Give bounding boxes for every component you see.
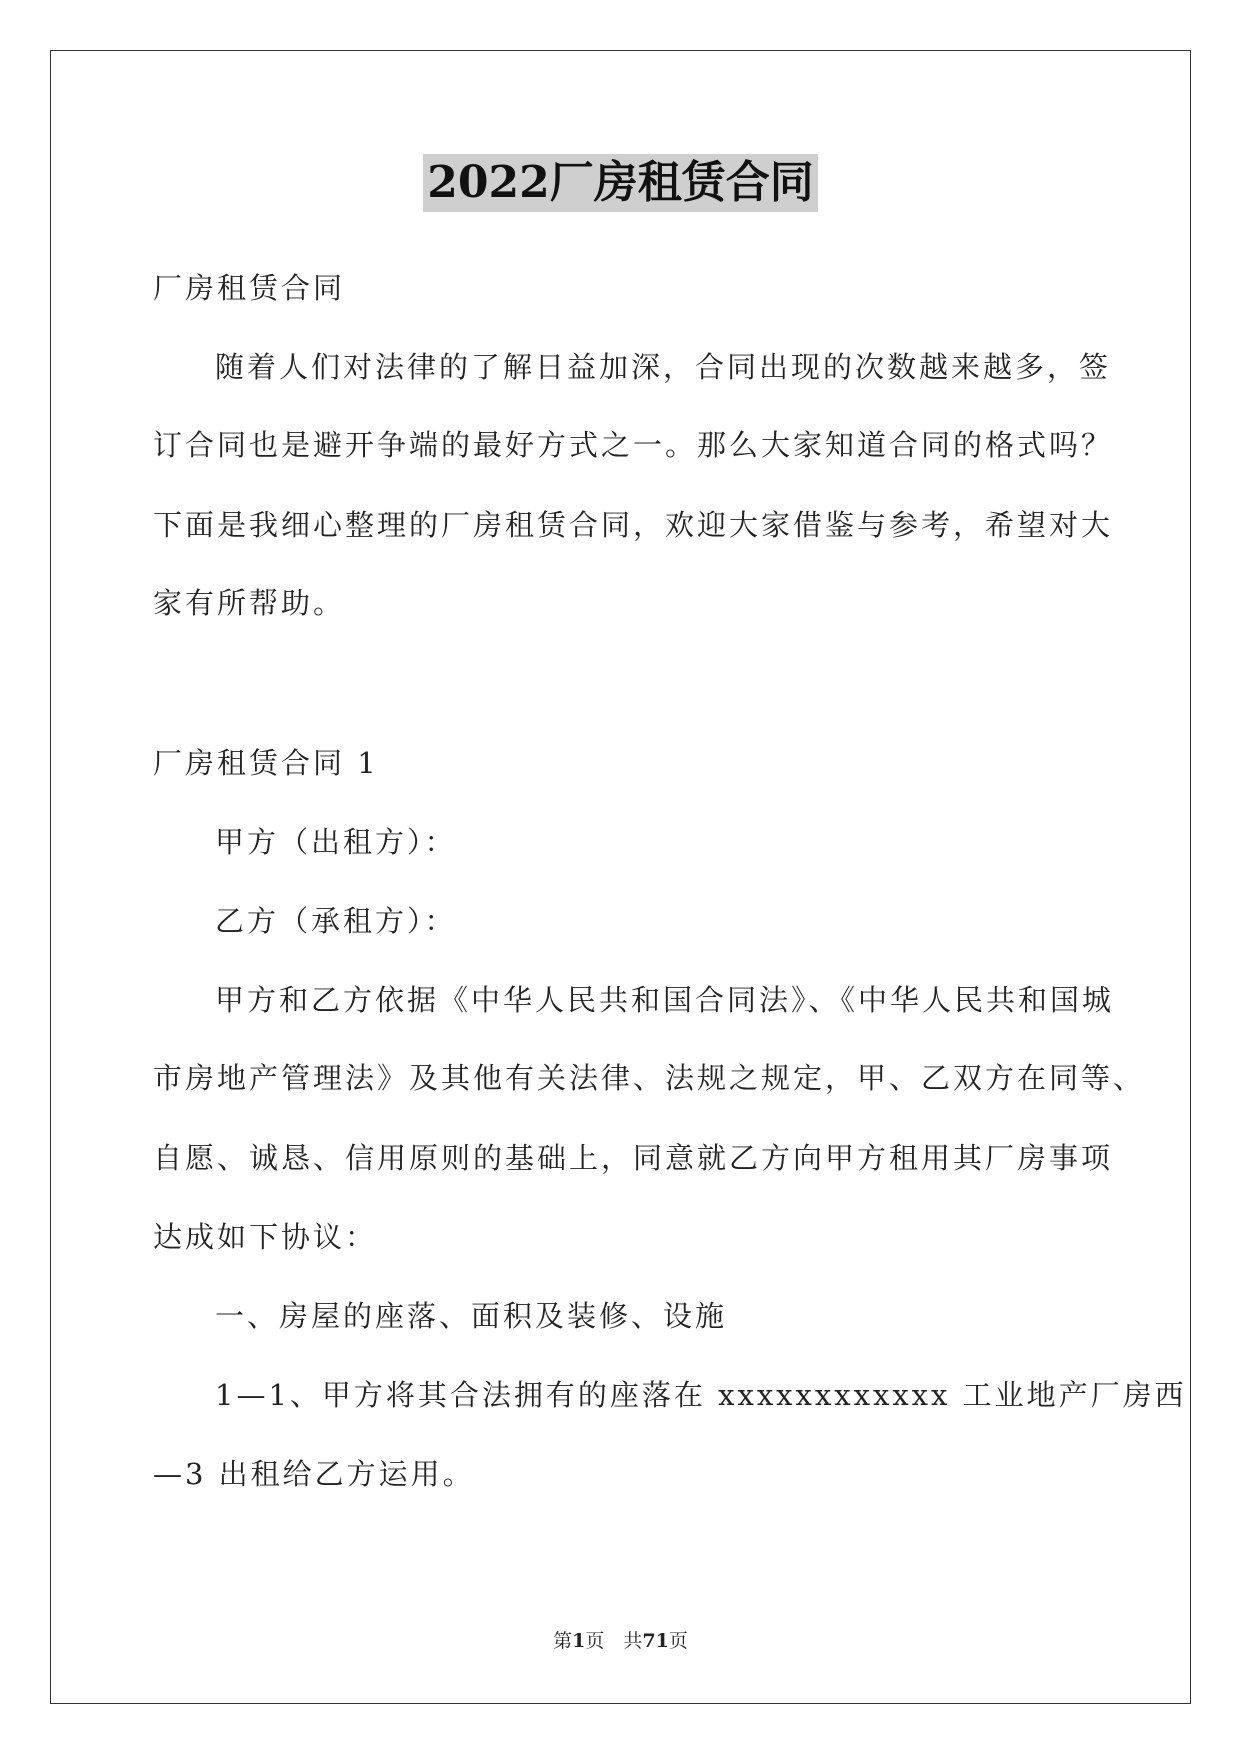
text-line: 自愿、诚恳、信用原则的基础上，同意就乙方向甲方租用其厂房事项 [153, 1141, 1114, 1175]
page-footer [0, 1626, 1241, 1653]
text-line: —3 出租给乙方运用。 [153, 1457, 475, 1491]
text-line: 随着人们对法律的了解日益加深，合同出现的次数越来越多，签 [215, 350, 1112, 384]
title-container [0, 154, 1241, 212]
text-line: 甲方和乙方依据《中华人民共和国合同法》、《中华人民共和国城 [215, 983, 1115, 1017]
text-line: 1—1、甲方将其合法拥有的座落在 xxxxxxxxxxxx 工业地产厂房西 [215, 1378, 1187, 1412]
page-total: 71 [642, 1630, 669, 1652]
page-suffix: 页 [668, 1630, 688, 1652]
text-line: 下面是我细心整理的厂房租赁合同，欢迎大家借鉴与参考，希望对大 [153, 508, 1114, 542]
page-mid: 页 共 [585, 1630, 643, 1652]
text-line: 达成如下协议： [153, 1220, 378, 1254]
page-number: 1 [572, 1630, 586, 1652]
text-line: 家有所帮助。 [153, 586, 346, 620]
text-line: 订合同也是避开争端的最好方式之一。那么大家知道合同的格式吗？ [153, 428, 1114, 462]
text-line: 甲方（出租方）： [215, 825, 457, 859]
text-line: 一、房屋的座落、面积及装修、设施 [215, 1299, 728, 1333]
document-title: 2022厂房租赁合同 [423, 154, 817, 212]
text-line: 厂房租赁合同 [153, 271, 346, 305]
text-line: 市房地产管理法》及其他有关法律、法规之规定，甲、乙双方在同等、 [153, 1061, 1146, 1095]
text-line: 厂房租赁合同 1 [153, 746, 379, 780]
text-line: 乙方（承租方）： [215, 904, 457, 938]
page-prefix: 第 [553, 1630, 573, 1652]
